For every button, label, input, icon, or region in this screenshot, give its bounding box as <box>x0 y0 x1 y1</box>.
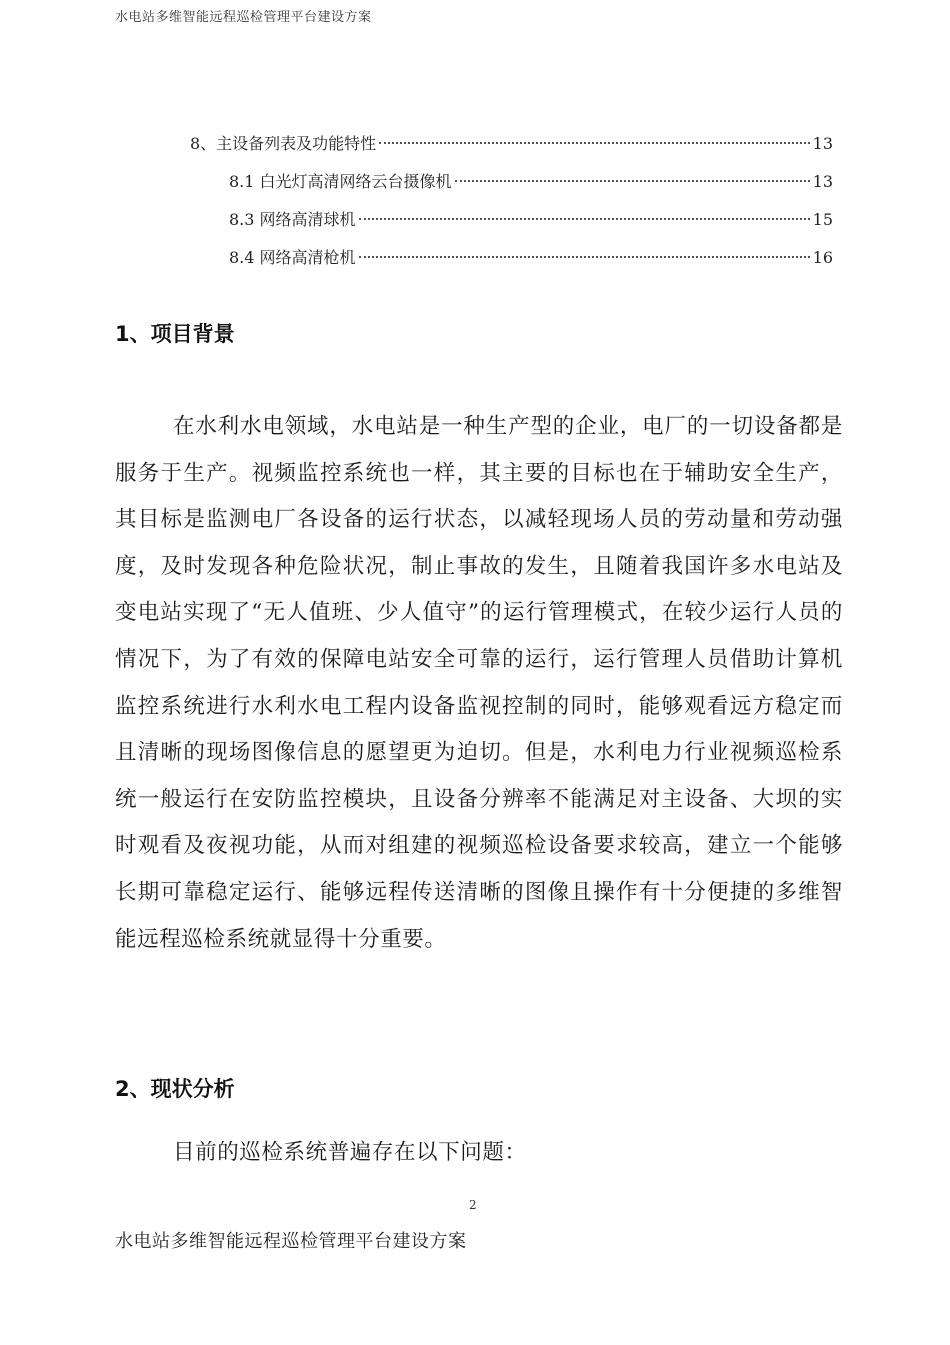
toc-entry-title: 8、主设备列表及功能特性 <box>190 134 377 153</box>
next-page-header-title: 水电站多维智能远程巡检管理平台建设方案 <box>115 1231 467 1252</box>
toc-entry-title: 8.4 网络高清枪机 <box>229 248 356 267</box>
section-paragraph-project-background: 在水利水电领域，水电站是一种生产型的企业，电厂的一切设备都是服务于生产。视频监控系统也一样，其主要的目标也在于辅助安全生产，其目标是监测电厂各设备的运行状态，以减轻现场人员的劳动量和劳动强度，及时发现各种危险状况，制止事故的发生，且随着我国许多水电站及变电站实现了“无人值班、少人值守”的运行管理模式，在较少运行人员的情况下，为了有效的保障电站安全可靠的运行，运行管理人员借助计算机监控系统进行水利水电工程内设备监视控制的同时，能够观看远方稳定而且清晰的现场图像信息的愿望更为迫切。但是，水利电力行业视频巡检系统一般运行在安防监控模块，且设备分辨率不能满足对主设备、大坝的实时观看及夜视功能，从而对组建的视频巡检设备要求较高，建立一个能够长期可靠稳定运行、能够远程传送清晰的图像且操作有十分便捷的多维智能远程巡检系统就显得十分重要。 <box>115 414 843 952</box>
toc-entry-page: 16 <box>812 248 833 267</box>
toc-entry-page: 13 <box>812 134 833 153</box>
toc-entry[interactable] <box>229 246 833 270</box>
page-number: 2 <box>469 1198 477 1212</box>
section-heading-status-analysis: 2、现状分析 <box>115 1077 235 1101</box>
toc-entry-title: 8.3 网络高清球机 <box>229 210 356 229</box>
toc-entry-title: 8.1 白光灯高清网络云台摄像机 <box>229 172 452 191</box>
section-heading-project-background: 1、项目背景 <box>115 322 235 346</box>
toc-entry-page: 13 <box>812 172 833 191</box>
toc-entry[interactable] <box>190 132 833 156</box>
toc-leader-dots <box>359 256 810 258</box>
toc-entry-page: 15 <box>812 210 833 229</box>
page-header-title: 水电站多维智能远程巡检管理平台建设方案 <box>115 10 372 25</box>
toc-leader-dots <box>379 142 809 144</box>
toc-entry[interactable] <box>229 170 833 194</box>
toc-entry[interactable] <box>229 208 833 232</box>
toc-leader-dots <box>359 218 810 220</box>
toc-leader-dots <box>455 180 810 182</box>
section-paragraph-status-analysis: 目前的巡检系统普遍存在以下问题： <box>173 1140 527 1165</box>
